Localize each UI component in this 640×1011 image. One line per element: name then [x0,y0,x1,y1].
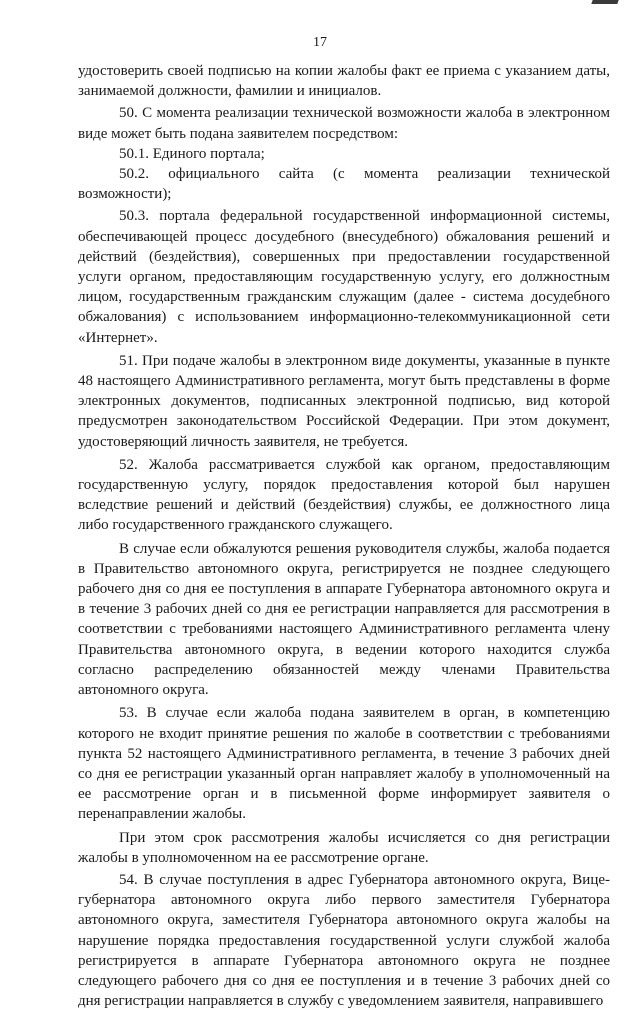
document-paragraph: 50.2. официального сайта (с момента реализации технической возможности); [78,166,610,203]
document-body [78,61,610,1011]
document-paragraph: При этом срок рассмотрения жалобы исчисляется со дня регистрации жалобы в уполномоченном на ее рассмотрение органе. [78,829,610,866]
document-paragraph: 54. В случае поступления в адрес Губернатора автономного округа, Вице-губернатора автономного округа либо первого заместителя Губернатора автономного округа, заместителя Губернатора автономного округа жалобы на нарушение порядка предоставления государственной услуги службой жалоба регистрируется в аппарате Губернатора автономного округа не позднее следующего рабочего дня со дня ее поступления и в течение 3 рабочих дней со дня регистрации направляется в службу с уведомлением заявителя, направившего [78,871,610,1010]
document-paragraph: В случае если обжалуются решения руководителя службы, жалоба подается в Правительство автономного округа, регистрируется не позднее следующего рабочего дня со дня ее поступления в аппарате Губернатора автономного округа и в течение 3 рабочих дней со дня ее регистрации направляется для рассмотрения в соответствии с требованиями настоящего Административного регламента члену Правительства автономного округа, в ведении которого находится служба согласно распределению обязанностей между членами Правительства автономного округа. [78,540,610,699]
document-paragraph: 53. В случае если жалоба подана заявителем в орган, в компетенцию которого не входит принятие решения по жалобе в соответствии с требованиями пункта 52 настоящего Административного регламента, в течение 3 рабочих дней со дня ее регистрации указанный орган направляет жалобу в уполномоченный на ее рассмотрение орган и в письменной форме информирует заявителя о перенаправлении жалобы. [78,705,610,823]
document-paragraph: 50.1. Единого портала; [119,145,265,162]
document-paragraph: 50. С момента реализации технической возможности жалоба в электронном виде может быть подана заявителем посредством: [78,105,610,142]
scan-edge-mark [591,0,618,4]
document-paragraph: 51. При подаче жалобы в электронном виде документы, указанные в пункте 48 настоящего Административного регламента, могут быть представлены в форме электронных документов, подписанных электронной подписью, вид которой предусмотрен законодательством Российской Федерации. При этом документ, удостоверяющий личность заявителя, не требуется. [78,352,610,450]
document-paragraph: 50.3. портала федеральной государственной информационной системы, обеспечивающей процесс досудебного (внесудебного) обжалования решений и действий (бездействия), совершенных при предоставлении государственной услуги органом, предоставляющим государственную услугу, его должностным лицом, государственным гражданским служащим (далее - система досудебного обжалования) с использованием информационно-телекоммуникационной сети «Интернет». [78,208,610,346]
document-paragraph: удостоверить своей подписью на копии жалобы факт ее приема с указанием даты, занимаемой должности, фамилии и инициалов. [78,63,610,100]
document-paragraph: 52. Жалоба рассматривается службой как органом, предоставляющим государственную услугу, порядок предоставления которой был нарушен вследствие решений и действий (бездействия) службы, ее должностного лица либо государственного гражданского служащего. [78,456,610,534]
page-number: 17 [313,35,327,50]
